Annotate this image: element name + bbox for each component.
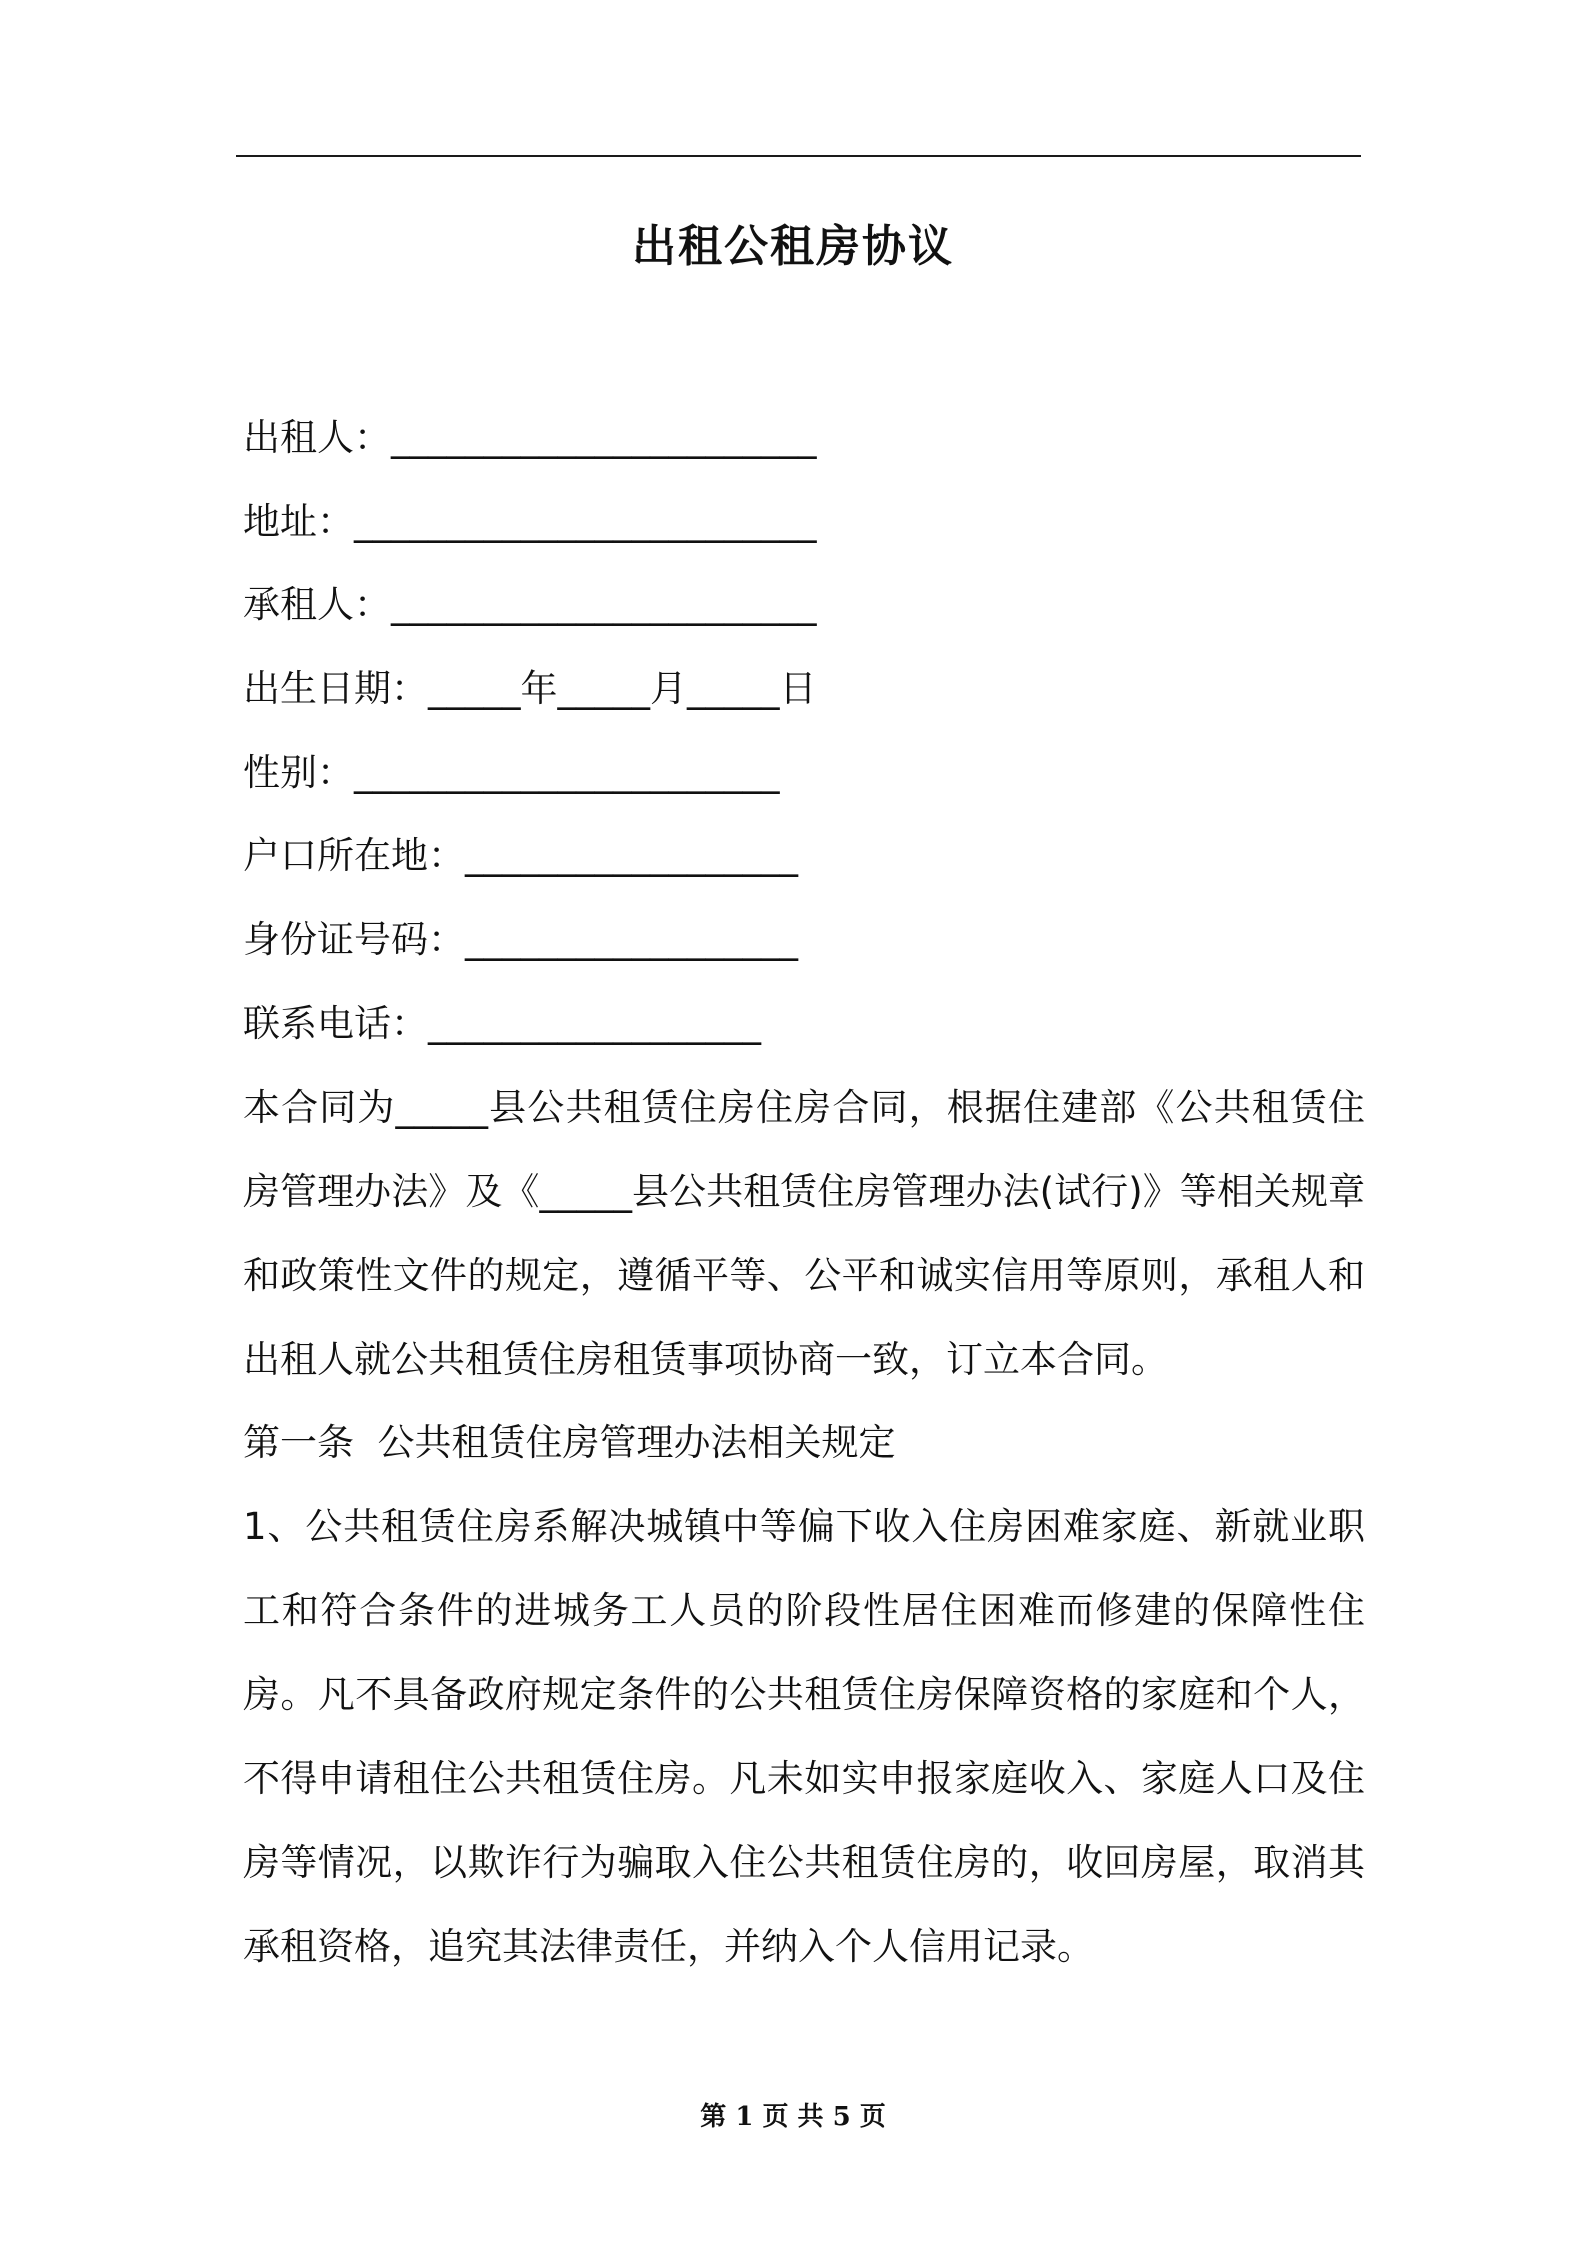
field-phone: 联系电话：__________________ [243,1002,761,1045]
field-household-registration: 户口所在地：__________________ [243,834,798,877]
field-birth-date: 出生日期：_____年_____月_____日 [243,667,817,710]
article-1-item-1: 1、公共租赁住房系解决城镇中等偏下收入住房困难家庭、新就业职工和符合条件的进城务工人员的阶段性居住困难而修建的保障性住房。凡不具备政府规定条件的公共租赁住房保障资格的家庭和个人，不得申请租住公共租赁住房。凡未如实申报家庭收入、家庭人口及住房等情况，以欺诈行为骗取入住公共租赁住房的，收回房屋，取消其承租资格，追究其法律责任，并纳入个人信用记录。 [243,1505,1365,1968]
field-id-number: 身份证号码：__________________ [243,918,798,961]
field-lessee: 承租人：_______________________ [243,583,817,626]
field-address: 地址：_________________________ [243,500,817,543]
article-1-heading: 第一条 公共租赁住房管理办法相关规定 [243,1421,896,1464]
field-lessor: 出租人：_______________________ [243,416,817,459]
header-rule [236,155,1361,157]
document-title: 出租公租房协议 [632,221,954,272]
field-gender: 性别：_______________________ [243,751,780,794]
intro-paragraph: 本合同为_____县公共租赁住房住房合同，根据住建部《公共租赁住房管理办法》及《_____县公共租赁住房管理办法(试行)》等相关规章和政策性文件的规定，遵循平等、公平和诚实信用等原则，承租人和出租人就公共租赁住房租赁事项协商一致，订立本合同。 [243,1086,1365,1381]
page-footer: 第 1 页 共 5 页 [700,2102,886,2132]
